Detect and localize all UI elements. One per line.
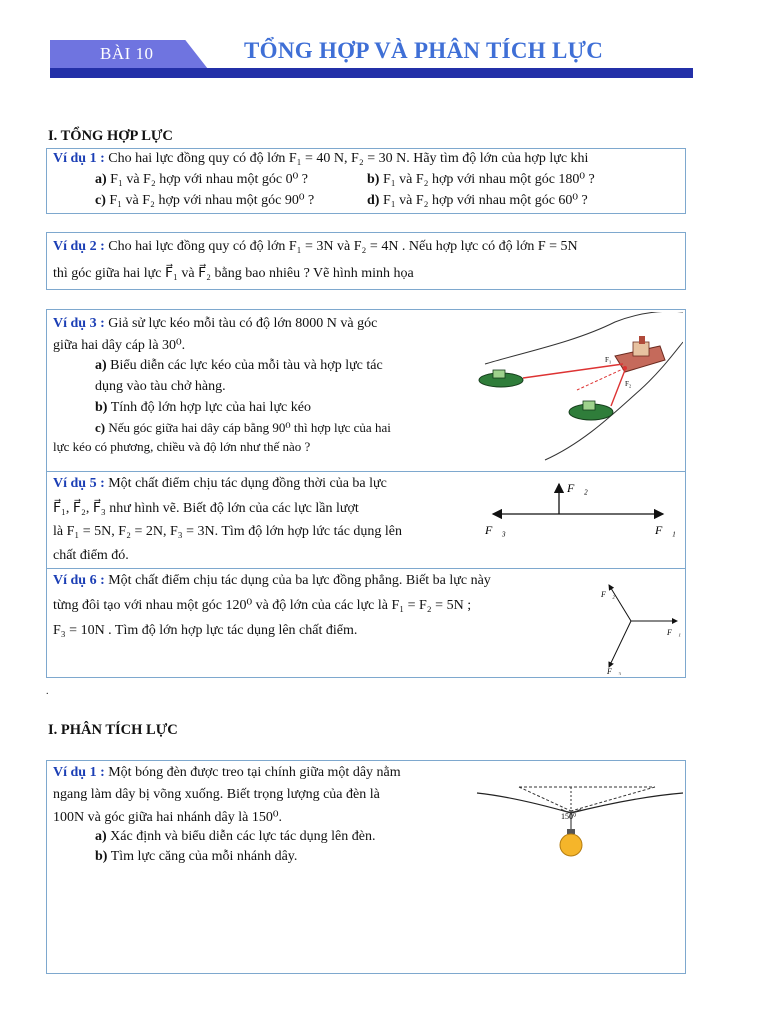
three-forces-120deg-diagram	[587, 575, 683, 675]
cable-2	[611, 370, 625, 406]
fig-f1-label: F₁	[605, 356, 612, 364]
example-label: Ví dụ 2 :	[53, 239, 105, 254]
example-1-part-a: a) F₁ và F₂ hợp với nhau một góc 0⁰ ?	[95, 172, 308, 187]
fig-f3-label: F⃗₃	[485, 523, 506, 537]
decomp-part-a: a) Xác định và biểu diễn các lực tác dụng lên đèn.	[95, 829, 376, 844]
tugboat-upper	[479, 370, 523, 387]
example-5-line-1: Ví dụ 5 : Một chất điểm chịu tác dụng đồng thời của ba lực	[53, 476, 387, 491]
decomp-part-b: b) Tìm lực căng của mỗi nhánh dây.	[95, 849, 298, 864]
lamp-socket	[567, 829, 575, 834]
fig-f2-label: F⃗₂	[601, 590, 615, 599]
example-label: Ví dụ 1 :	[53, 765, 105, 780]
example-6-line-1: Ví dụ 6 : Một chất điểm chịu tác dụng của ba lực đồng phẳng. Biết ba lực này	[53, 573, 491, 588]
example-6-line-2: từng đôi tạo với nhau một góc 120⁰ và độ lớn của các lực là F₁ = F₂ = 5N ;	[53, 598, 472, 613]
wire-left	[477, 793, 571, 813]
lamp-bulb	[560, 834, 582, 856]
stray-dot: .	[46, 686, 49, 697]
example-label: Ví dụ 5 :	[53, 476, 105, 491]
example-3-part-c: c) Nếu góc giữa hai dây cáp bằng 90⁰ thì hợp lực của hai	[95, 420, 391, 435]
example-3-part-c-cont: lực kéo có phương, chiều và độ lớn như thế nào ?	[53, 439, 311, 454]
f3-arrow	[609, 621, 631, 667]
decomp-line-1: Ví dụ 1 : Một bóng đèn được treo tại chính giữa một dây nằm	[53, 765, 401, 780]
angle-label: 150⁰	[561, 812, 577, 821]
example-2-line-2: thì góc giữa hai lực F⃗₁ và F⃗₂ bằng bao nhiêu ? Vẽ hình minh họa	[53, 266, 414, 281]
example-5-line-2: F⃗₁, F⃗₂, F⃗₃ như hình vẽ. Biết độ lớn của các lực lần lượt	[53, 501, 359, 516]
fig-f1-label: F⃗₁	[655, 523, 676, 537]
fig-f2-label: F₂	[625, 380, 632, 388]
fig-f1-label: F⃗₁	[667, 628, 681, 637]
example-1-part-b: b) F₁ và F₂ hợp với nhau một góc 180⁰ ?	[367, 172, 595, 187]
lesson-number: BÀI 10	[100, 44, 154, 63]
example-1-part-d: d) F₁ và F₂ hợp với nhau một góc 60⁰ ?	[367, 193, 588, 208]
decomp-line-2: ngang làm dây bị võng xuống. Biết trọng lượng của đèn là	[53, 787, 380, 802]
example-6-box	[46, 568, 686, 678]
example-label: Ví dụ 6 :	[53, 573, 105, 588]
example-3-part-b: b) Tính độ lớn hợp lực của hai lực kéo	[95, 400, 311, 415]
section-heading-decomposition: I. PHÂN TÍCH LỰC	[48, 722, 178, 738]
example-3-line-2: giữa hai dây cáp là 30⁰.	[53, 338, 186, 353]
example-1-box	[46, 148, 686, 214]
cargo-ship	[615, 336, 665, 372]
section-heading-synthesis: I. TỔNG HỢP LỰC	[48, 128, 173, 144]
hanging-lamp-diagram	[475, 775, 685, 865]
example-label: Ví dụ 1 :	[53, 151, 105, 166]
example-1-part-c: c) F₁ và F₂ hợp với nhau một góc 90⁰ ?	[95, 193, 315, 208]
example-5-line-3: là F₁ = 5N, F₂ = 2N, F₃ = 3N. Tìm độ lớn hợp lức tác dụng lên	[53, 524, 403, 539]
cable-1	[523, 364, 623, 378]
page-title: TỔNG HỢP VÀ PHÂN TÍCH LỰC	[244, 38, 604, 63]
example-3-part-a-cont: dụng vào tàu chở hàng.	[95, 379, 226, 394]
fig-f3-label: F⃗₃	[607, 667, 621, 675]
example-3-box	[46, 309, 686, 473]
fig-f2-label: F⃗₂	[567, 481, 588, 495]
example-3-line-1: Ví dụ 3 : Giả sử lực kéo mỗi tàu có độ lớn 8000 N và góc	[53, 316, 378, 331]
left-dash-line	[519, 787, 571, 811]
example-6-line-3: F₃ = 10N . Tìm độ lớn hợp lực tác dụng lên chất điểm.	[53, 623, 358, 638]
example-label: Ví dụ 3 :	[53, 316, 105, 331]
example-2-box	[46, 232, 686, 290]
decomp-line-3: 100N và góc giữa hai nhánh dây là 150⁰.	[53, 810, 282, 825]
example-5-box	[46, 471, 686, 569]
tugboat-lower	[569, 401, 613, 420]
example-3-part-a: a) Biểu diễn các lực kéo của mỗi tàu và hợp lực tác	[95, 358, 383, 373]
right-dash-line	[571, 787, 655, 811]
header-rule	[50, 68, 693, 78]
three-forces-collinear-diagram	[479, 476, 683, 546]
example-1-statement: Ví dụ 1 : Cho hai lực đồng quy có độ lớn F₁ = 40 N, F₂ = 30 N. Hãy tìm độ lớn của hợp lực khi	[53, 151, 589, 166]
decomposition-example-1-box	[46, 760, 686, 974]
example-2-line-1: Ví dụ 2 : Cho hai lực đồng quy có độ lớn F₁ = 3N và F₂ = 4N . Nếu hợp lực có độ lớn F = 5N	[53, 239, 578, 254]
tugboat-diagram	[465, 312, 683, 462]
wire-right	[571, 793, 683, 813]
example-5-line-4: chất điểm đó.	[53, 548, 129, 563]
